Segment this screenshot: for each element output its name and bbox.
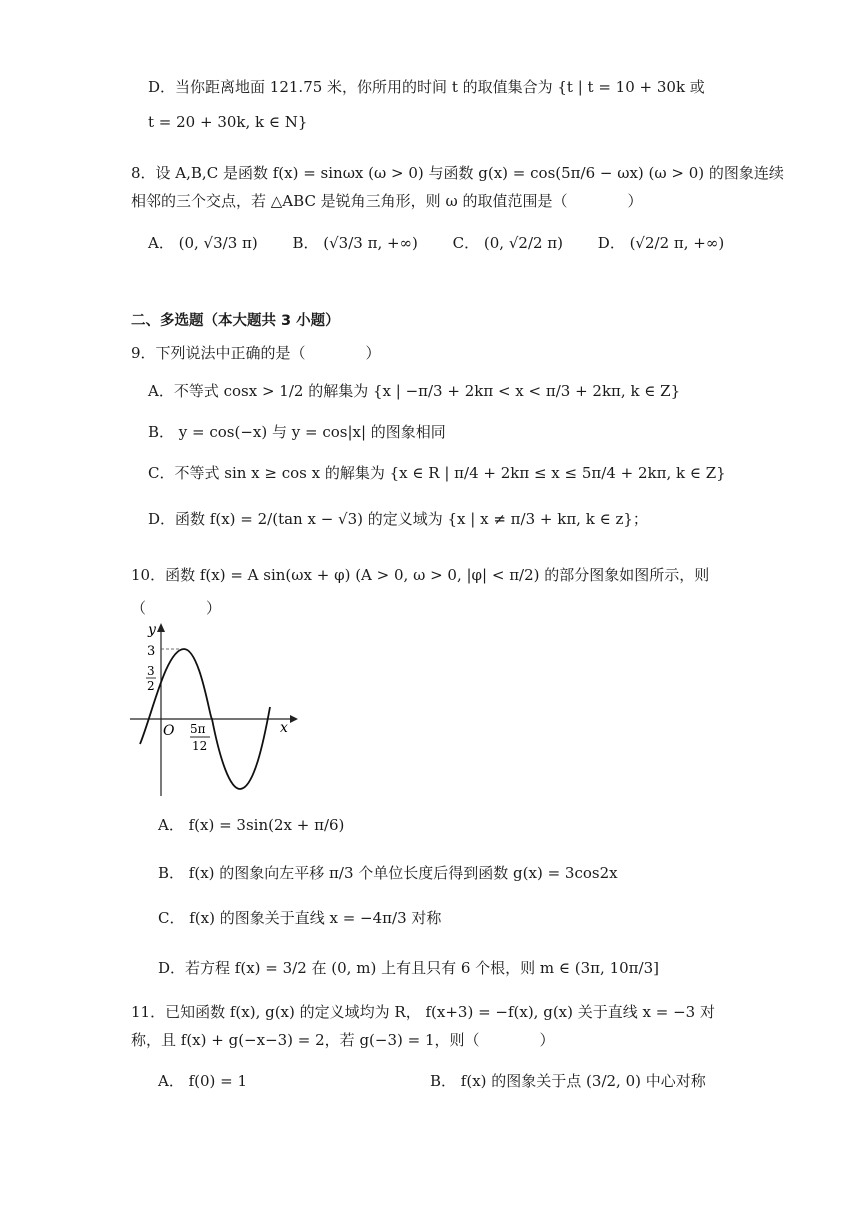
q9-option-c: C．不等式 sin x ≥ cos x 的解集为 {x ∈ R | π/4 + 2kπ ≤ x ≤ 5π/4 + 2kπ, k ∈ Z} (148, 464, 726, 482)
origin-label: O (163, 723, 175, 739)
q9-option-b: B． y = cos(−x) 与 y = cos|x| 的图象相同 (148, 423, 446, 441)
tick-y-3-over-2-num: 3 (147, 664, 155, 678)
q9-stem: 9．下列说法中正确的是（ ） (131, 344, 381, 362)
q7-option-d-line2: t = 20 + 30k, k ∈ N} (148, 113, 308, 131)
q8-options: A． (0, √3/3 π) B． (√3/3 π, +∞) C． (0, √2/2 π) D． (√2/2 π, +∞) (148, 234, 725, 252)
q10-option-a: A． f(x) = 3sin(2x + π/6) (158, 816, 345, 834)
section-heading-multi-choice: 二、多选题（本大题共 3 小题） (131, 313, 340, 329)
x-axis-label: x (280, 720, 288, 736)
q10-option-d: D．若方程 f(x) = 3/2 在 (0, m) 上有且只有 6 个根，则 m ∈ (3π, 10π/3] (158, 959, 659, 977)
q10-stem-line2: （ ） (131, 599, 222, 617)
q9-option-a: A．不等式 cosx > 1/2 的解集为 {x | −π/3 + 2kπ < x < π/3 + 2kπ, k ∈ Z} (148, 382, 681, 400)
q11-stem-line1: 11．已知函数 f(x), g(x) 的定义域均为 R， f(x+3) = −f(x), g(x) 关于直线 x = −3 对 (131, 1003, 715, 1021)
q10-stem-line1: 10．函数 f(x) = A sin(ωx + φ) (A > 0, ω > 0, |φ| < π/2) 的部分图象如图所示，则 (131, 566, 710, 584)
q11-option-a: A． f(0) = 1 (158, 1072, 248, 1090)
tick-x-12-den: 12 (192, 739, 208, 753)
q9-option-d: D．函数 f(x) = 2/(tan x − √3) 的定义域为 {x | x ≠ π/3 + kπ, k ∈ z}； (148, 510, 648, 528)
q10-option-b: B． f(x) 的图象向左平移 π/3 个单位长度后得到函数 g(x) = 3cos2x (158, 864, 618, 882)
y-axis-arrow (157, 623, 165, 632)
q11-option-b: B． f(x) 的图象关于点 (3/2, 0) 中心对称 (430, 1072, 706, 1090)
tick-y-3: 3 (147, 644, 156, 659)
q11-stem-line2: 称，且 f(x) + g(−x−3) = 2，若 g(−3) = 1，则（ ） (131, 1031, 555, 1049)
x-axis-arrow (290, 715, 298, 723)
tick-y-3-over-2-den: 2 (147, 679, 155, 693)
y-axis-label: y (148, 622, 156, 638)
q8-stem-line1: 8．设 A,B,C 是函数 f(x) = sinωx (ω > 0) 与函数 g(x) = cos(5π/6 − ωx) (ω > 0) 的图象连续 (131, 164, 784, 182)
q8-stem-line2: 相邻的三个交点，若 △ABC 是锐角三角形，则 ω 的取值范围是（ ） (131, 192, 643, 210)
tick-x-5pi-num: 5π (190, 722, 206, 736)
q10-option-c: C． f(x) 的图象关于直线 x = −4π/3 对称 (158, 909, 442, 927)
q7-option-d-line1: D．当你距离地面 121.75 米，你所用的时间 t 的取值集合为 {t | t = 10 + 30k 或 (148, 78, 705, 96)
q10-function-graph (128, 620, 298, 800)
